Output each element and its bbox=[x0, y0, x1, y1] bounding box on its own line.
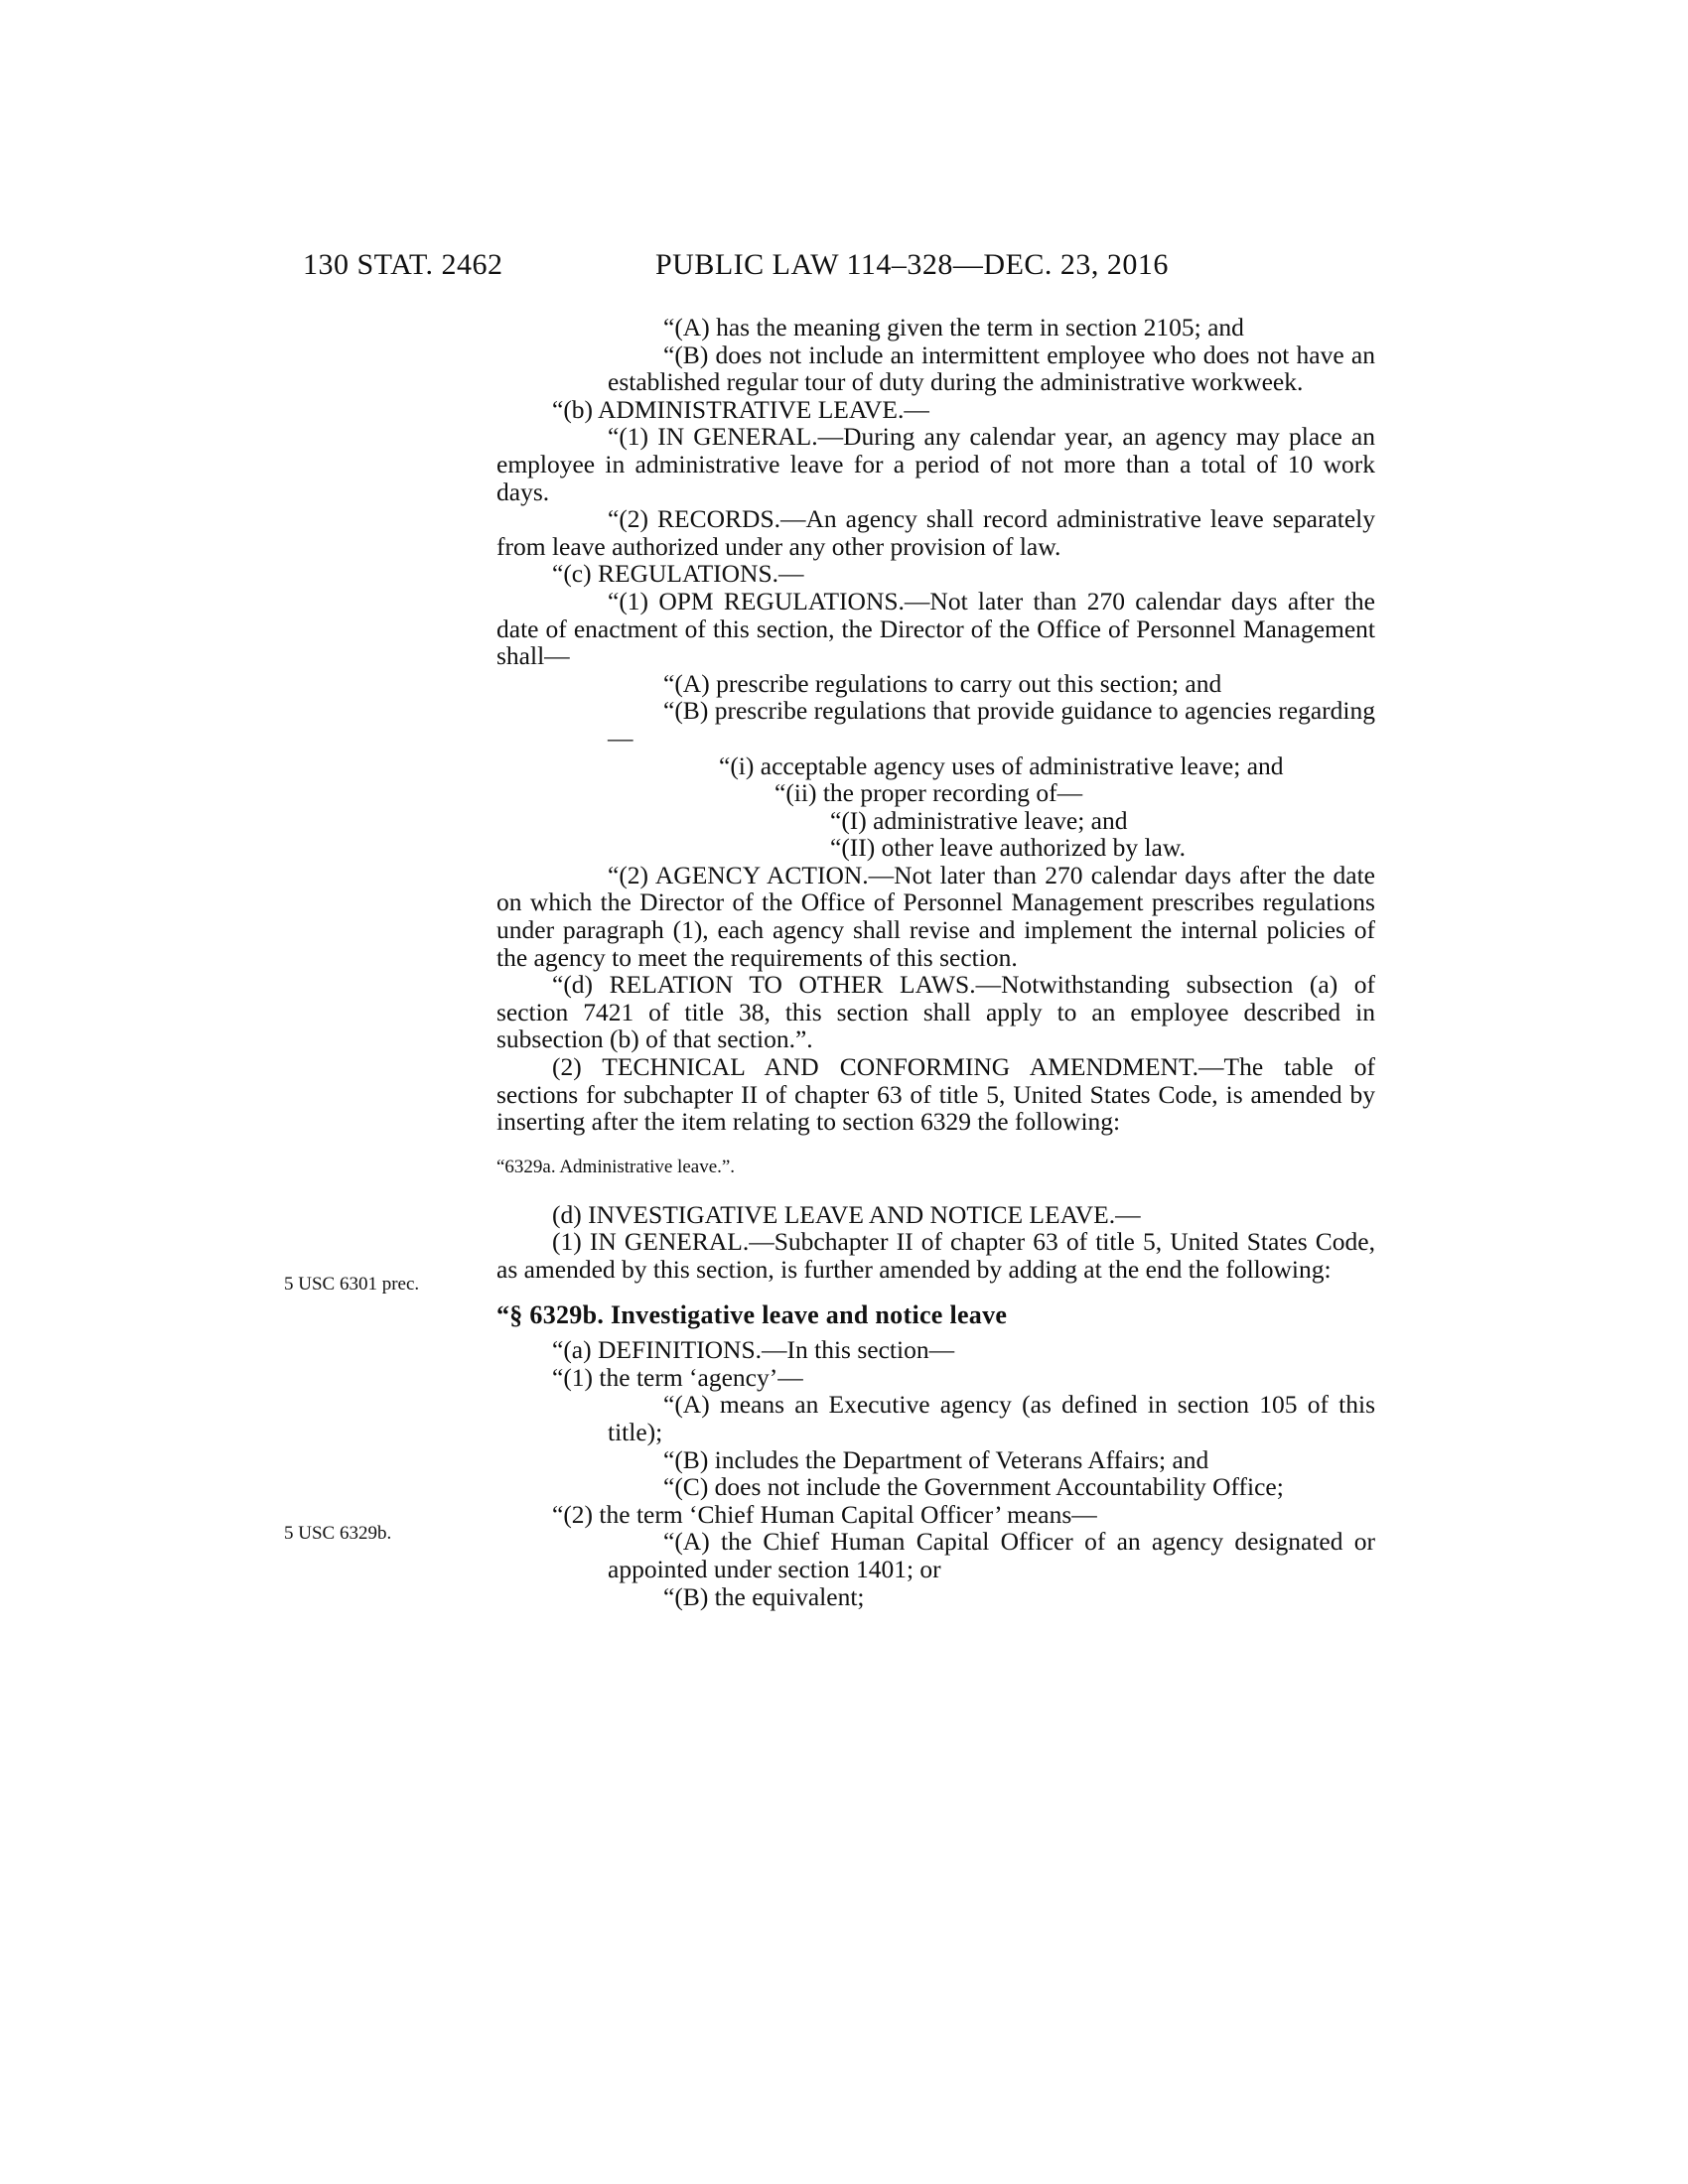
statute-body bbox=[496, 314, 1375, 1610]
subsection-heading: “(b) ADMINISTRATIVE LEAVE.— bbox=[552, 394, 929, 424]
paragraph: (2) TECHNICAL AND CONFORMING AMENDMENT.—The table of sections for subchapter II of chapter 63 of title 5, United States Code, is amended by inserting after the item relating to section 6329 the following: bbox=[496, 1052, 1375, 1137]
paragraph: “(A) prescribe regulations to carry out this section; and bbox=[663, 668, 1222, 698]
paragraph: “(2) the term ‘Chief Human Capital Officer’ means— bbox=[552, 1499, 1097, 1529]
table-of-sections-entry: “6329a. Administrative leave.”. bbox=[496, 1156, 736, 1177]
subsection-heading: (d) INVESTIGATIVE LEAVE AND NOTICE LEAVE.— bbox=[552, 1199, 1141, 1229]
paragraph: “(2) RECORDS.—An agency shall record administrative leave separately from leave authorized under any other provision of law. bbox=[496, 504, 1375, 561]
page-stat-citation: 130 STAT. 2462 bbox=[303, 248, 503, 281]
paragraph: “(B) includes the Department of Veterans Affairs; and bbox=[663, 1444, 1209, 1474]
section-heading: “§ 6329b. Investigative leave and notice leave bbox=[496, 1299, 1008, 1329]
paragraph: “(B) the equivalent; bbox=[663, 1581, 865, 1611]
paragraph: “(1) IN GENERAL.—During any calendar year, an agency may place an employee in administrative leave for a period of not more than a total of 10 work days. bbox=[496, 422, 1375, 506]
paragraph: “(i) acceptable agency uses of administrative leave; and bbox=[719, 751, 1284, 780]
paragraph: “(II) other leave authorized by law. bbox=[830, 833, 1186, 863]
paragraph: “(A) has the meaning given the term in section 2105; and bbox=[663, 313, 1244, 341]
running-header-title: PUBLIC LAW 114–328—DEC. 23, 2016 bbox=[655, 248, 1169, 281]
subsection-heading: “(a) DEFINITIONS.—In this section— bbox=[552, 1335, 955, 1365]
margin-note-5-usc-6329b: 5 USC 6329b. bbox=[284, 1523, 392, 1544]
paragraph: “(1) the term ‘agency’— bbox=[552, 1362, 803, 1392]
paragraph: “(d) RELATION TO OTHER LAWS.—Notwithstanding subsection (a) of section 7421 of title 38, this section shall apply to an employee described in subsection (b) of that section.”. bbox=[496, 970, 1375, 1054]
margin-note-5-usc-6301: 5 USC 6301 prec. bbox=[284, 1274, 420, 1295]
paragraph: “(B) prescribe regulations that provide guidance to agencies regarding— bbox=[608, 696, 1375, 752]
paragraph: “(1) OPM REGULATIONS.—Not later than 270 calendar days after the date of enactment of this section, the Director of the Office of Personnel Management shall— bbox=[496, 586, 1375, 671]
subsection-heading: “(c) REGULATIONS.— bbox=[552, 559, 804, 589]
paragraph: “(ii) the proper recording of— bbox=[774, 778, 1083, 808]
paragraph: “(A) means an Executive agency (as defined in section 105 of this title); bbox=[608, 1390, 1375, 1446]
paragraph: (1) IN GENERAL.—Subchapter II of chapter 63 of title 5, United States Code, as amended by this section, is further amended by adding at the end the following: bbox=[496, 1227, 1375, 1284]
paragraph: “(2) AGENCY ACTION.—Not later than 270 calendar days after the date on which the Director of the Office of Personnel Management prescribes regulations under paragraph (1), each agency shall revise and implement the internal policies of the agency to meet the requirements of this section. bbox=[496, 860, 1375, 972]
paragraph: “(I) administrative leave; and bbox=[830, 805, 1128, 835]
paragraph: “(C) does not include the Government Accountability Office; bbox=[663, 1472, 1284, 1502]
paragraph: “(B) does not include an intermittent employee who does not have an established regular tour of duty during the administrative workweek. bbox=[608, 340, 1375, 397]
paragraph: “(A) the Chief Human Capital Officer of an agency designated or appointed under section 1401; or bbox=[608, 1527, 1375, 1583]
